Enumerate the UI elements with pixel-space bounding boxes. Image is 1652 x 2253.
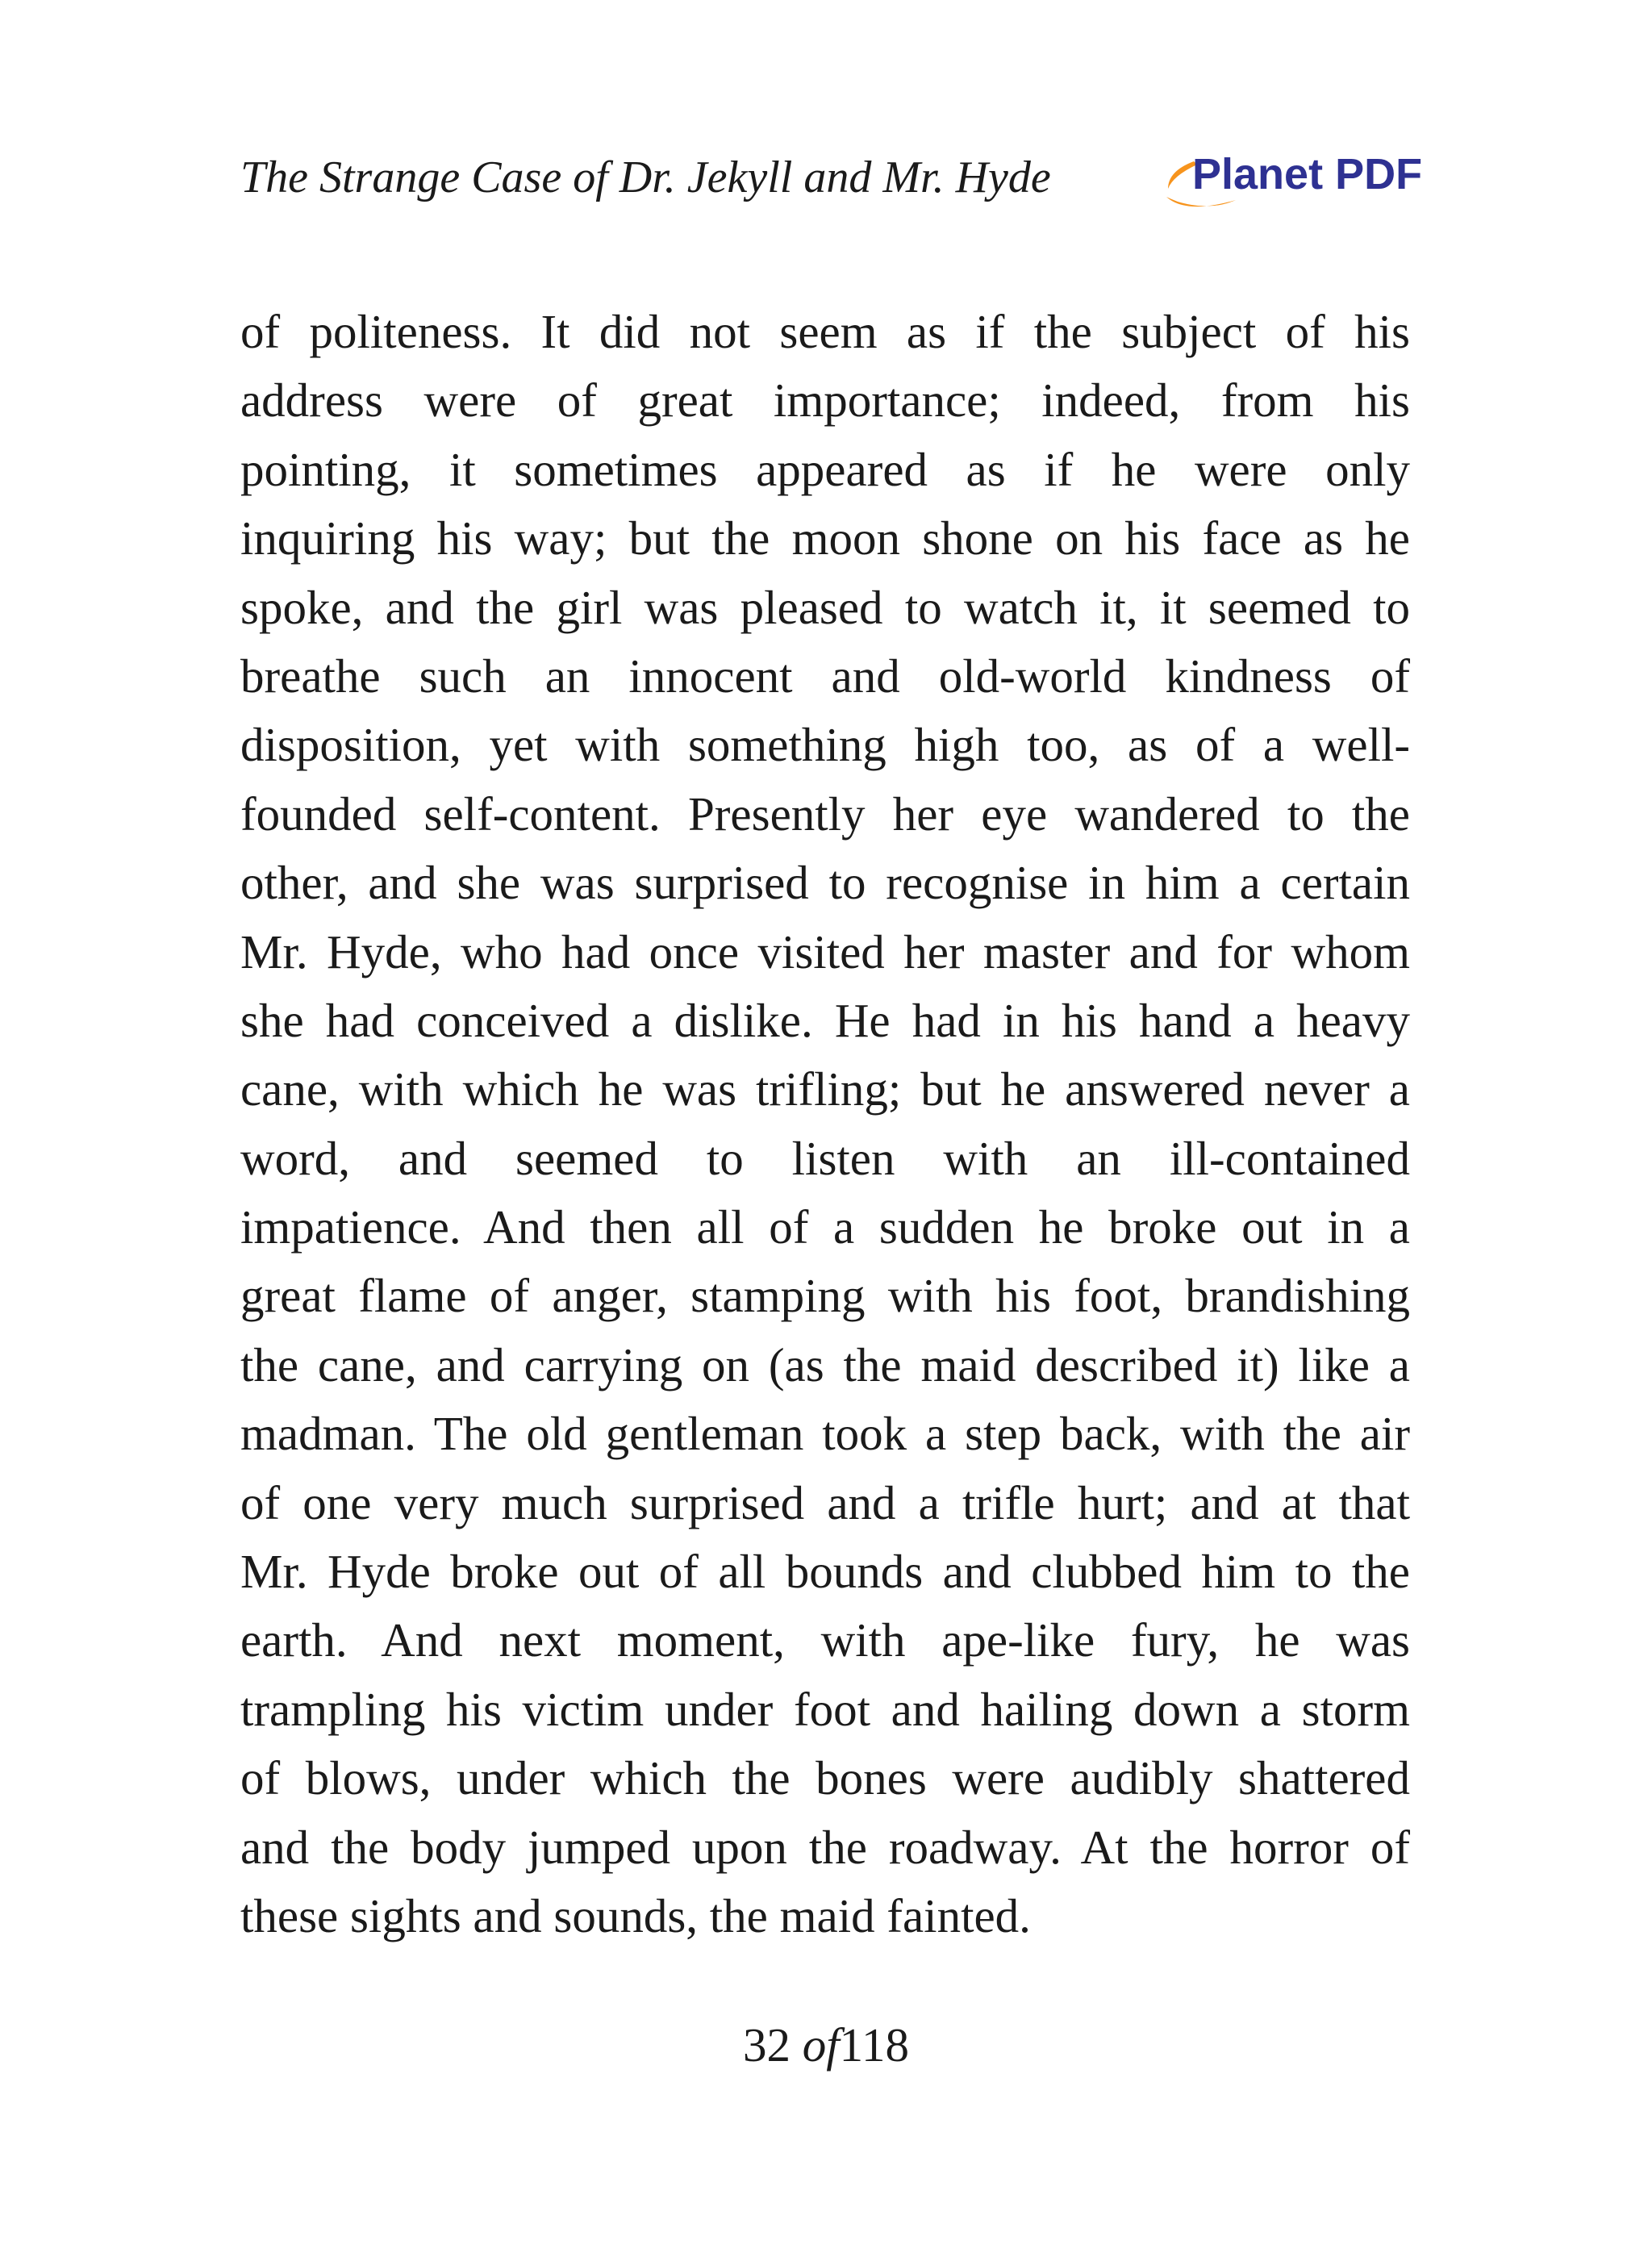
text-line: she had conceived a dislike. He had in his hand a heavy (240, 993, 1410, 1047)
logo-word-pdf: PDF (1335, 150, 1423, 198)
body-text (240, 298, 1410, 1951)
text-line: pointing, it sometimes appeared as if he were only (240, 442, 1410, 496)
text-line: impatience. And then all of a sudden he broke out in a (240, 1200, 1410, 1254)
text-line: breathe such an innocent and old-world kindness of (240, 649, 1410, 703)
text-line: earth. And next moment, with ape-like fury, he was (240, 1613, 1410, 1667)
text-line: madman. The old gentleman took a step back, with the air (240, 1407, 1410, 1461)
logo-text (1192, 150, 1422, 198)
text-line: word, and seemed to listen with an ill-contained (240, 1131, 1410, 1185)
text-line: address were of great importance; indeed, from his (240, 373, 1410, 428)
page-number (0, 2013, 1652, 2077)
page-current: 32 (743, 2018, 791, 2072)
text-line: of one very much surprised and a trifle hurt; and at that (240, 1475, 1410, 1529)
text-line: spoke, and the girl was pleased to watch it, it seemed to (240, 580, 1410, 634)
text-line: Mr. Hyde broke out of all bounds and clubbed him to the (240, 1545, 1410, 1599)
text-line: inquiring his way; but the moon shone on his face as he (240, 511, 1410, 565)
text-line: of blows, under which the bones were audibly shattered (240, 1751, 1410, 1805)
running-header-title: The Strange Case of Dr. Jekyll and Mr. Hyde (240, 152, 1051, 202)
text-line: the cane, and carrying on (as the maid described it) like a (240, 1337, 1410, 1391)
page-total: 118 (839, 2018, 909, 2072)
text-line: founded self-content. Presently her eye wandered to the (240, 786, 1410, 841)
logo-word-planet: Planet (1192, 150, 1324, 198)
text-line: cane, with which he was trifling; but he answered never a (240, 1062, 1410, 1116)
text-line: these sights and sounds, the maid fainted. (240, 1888, 1031, 1942)
text-line: great flame of anger, stamping with his foot, brandishing (240, 1269, 1410, 1323)
page-of-word: of (802, 2018, 840, 2072)
text-line: other, and she was surprised to recognise in him a certain (240, 856, 1410, 910)
text-line: Mr. Hyde, who had once visited her master and for whom (240, 924, 1410, 978)
text-line: of politeness. It did not seem as if the subject of his (240, 305, 1410, 358)
planet-pdf-logo (1162, 144, 1423, 216)
text-line: and the body jumped upon the roadway. At the horror of (240, 1820, 1410, 1874)
text-line: trampling his victim under foot and hailing down a storm (240, 1682, 1410, 1736)
text-line: disposition, yet with something high too, as of a well- (240, 718, 1410, 772)
